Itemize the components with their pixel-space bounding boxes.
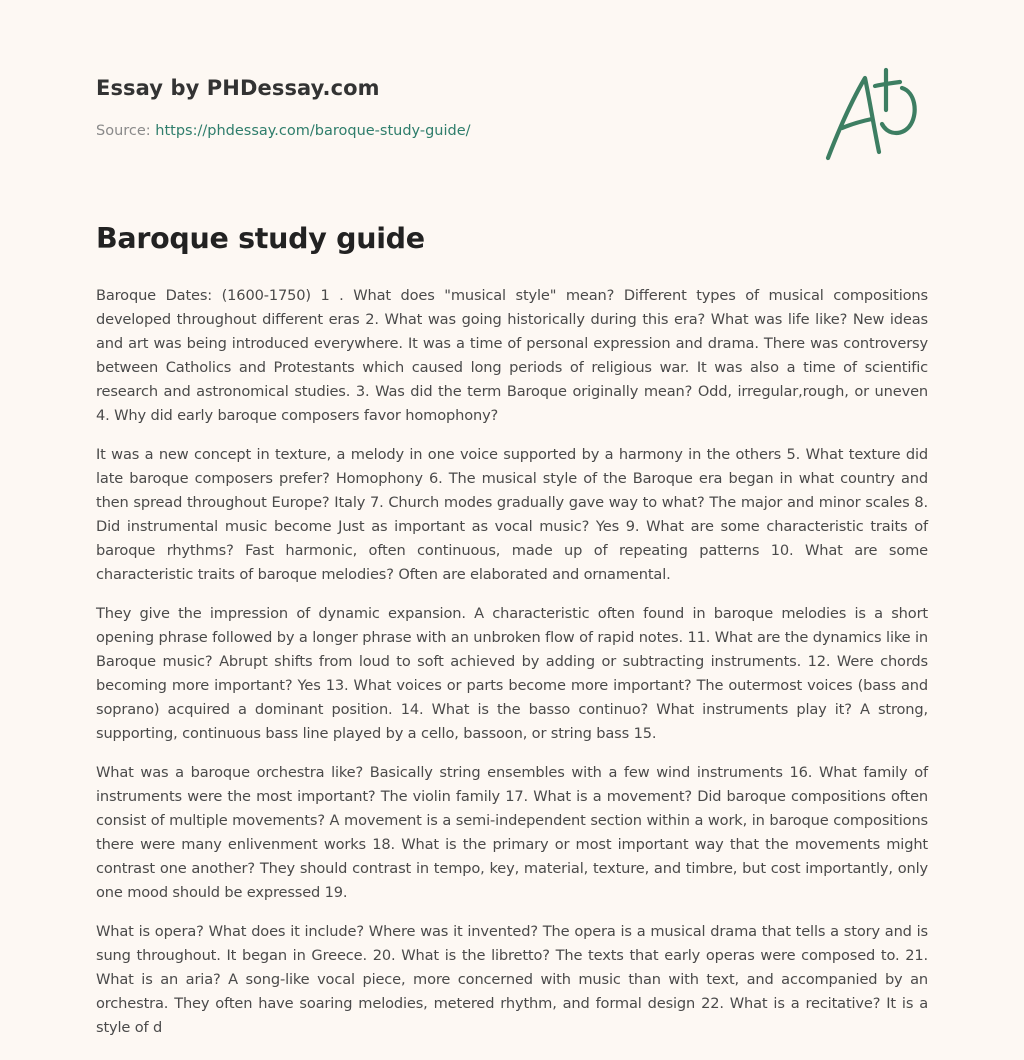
source-link[interactable]: https://phdessay.com/baroque-study-guide/ (155, 123, 471, 139)
essay-body (96, 284, 928, 1055)
page-header (96, 76, 796, 139)
essay-paragraph: What was a baroque orchestra like? Basically string ensembles with a few wind instruments 16. What family of instruments were the most important? The violin family 17. What is a movement? Did baroque compositions often consist of multiple movements? A movement is a semi-independent section within a work, in baroque compositions there were many enlivenment works 18. What is the primary or most important way that the movements might contrast one another? They should contrast in tempo, key, material, texture, and timbre, but cost importantly, only one mood should be expressed 19. (96, 764, 928, 901)
essay-paragraph: It was a new concept in texture, a melody in one voice supported by a harmony in the others 5. What texture did late baroque composers prefer? Homophony 6. The musical style of the Baroque era began in what country and then spread throughout Europe? Italy 7. Church modes gradually gave way to what? The major and minor scales 8. Did instrumental music become Just as important as vocal music? Yes 9. What are some characteristic traits of baroque rhythms? Fast harmonic, often continuous, made up of repeating patterns 10. What are some characteristic traits of baroque melodies? Often are elaborated and ornamental. (96, 446, 928, 583)
essay-paragraph: What is opera? What does it include? Where was it invented? The opera is a musical drama that tells a story and is sung throughout. It began in Greece. 20. What is the libretto? The texts that early operas were composed to. 21. What is an aria? A song-like vocal piece, more concerned with music than with text, and accompanied by an orchestra. They often have soaring melodies, metered rhythm, and formal design 22. What is a recitative? It is a style of d (96, 923, 928, 1036)
essay-paragraph: They give the impression of dynamic expansion. A characteristic often found in baroque melodies is a short opening phrase followed by a longer phrase with an unbroken flow of rapid notes. 11. What are the dynamics like in Baroque music? Abrupt shifts from loud to soft achieved by adding or subtracting instruments. 12. Were chords becoming more important? Yes 13. What voices or parts become more important? The outermost voices (bass and soprano) acquired a dominant position. 14. What is the basso continuo? What instruments play it? A strong, supporting, continuous bass line played by a cello, bassoon, or string bass 15. (96, 605, 928, 742)
a-plus-grade-icon (822, 66, 926, 166)
source-label: Source: (96, 123, 156, 139)
essay-title: Baroque study guide (96, 222, 425, 255)
source-line (96, 123, 796, 139)
essay-paragraph: Baroque Dates: (1600-1750) 1 . What does "musical style" mean? Different types of musical compositions developed throughout different eras 2. What was going historically during this era? What was life like? New ideas and art was being introduced everywhere. It was a time of personal expression and drama. There was controversy between Catholics and Protestants which caused long periods of religious war. It was also a time of scientific research and astronomical studies. 3. Was did the term Baroque originally mean? Odd, irregular,rough, or uneven 4. Why did early baroque composers favor homophony? (96, 287, 928, 424)
site-brand: Essay by PHDessay.com (96, 76, 380, 100)
